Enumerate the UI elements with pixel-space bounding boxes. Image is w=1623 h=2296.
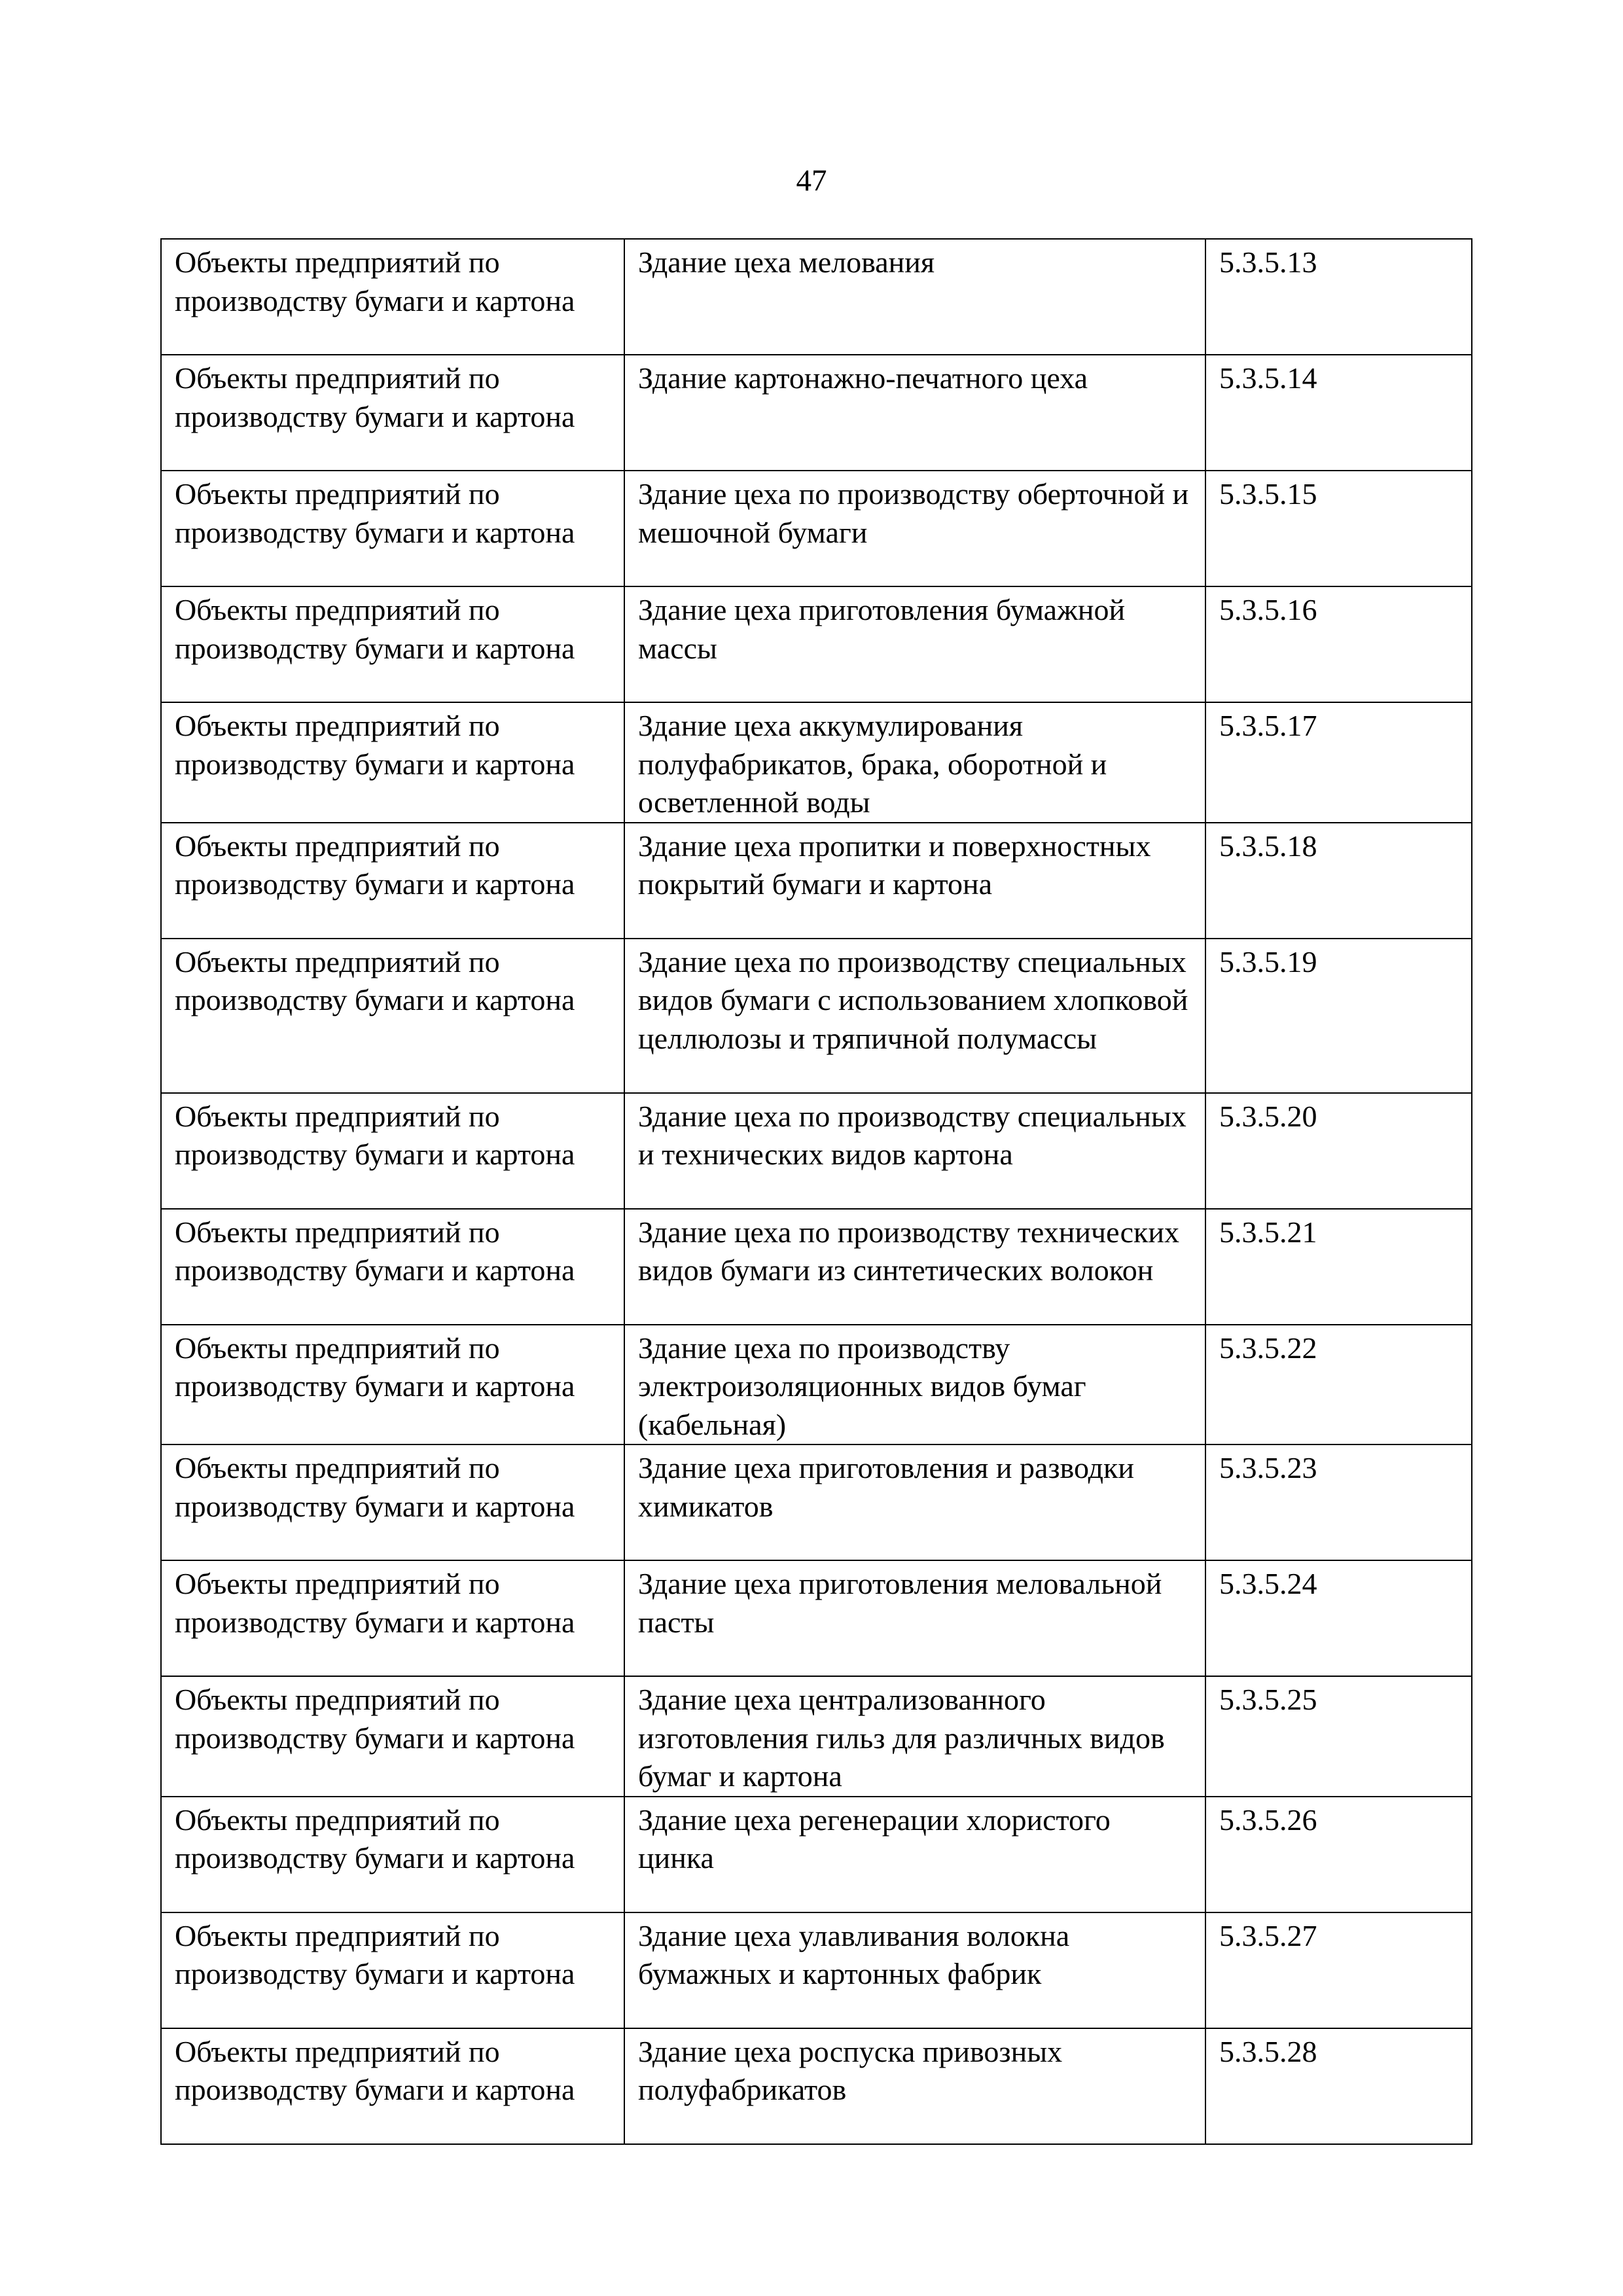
table-row [161,702,1472,823]
building-cell: Здание цеха улавливания волокна бумажных и картонных фабрик [624,1912,1205,2028]
building-cell: Здание цеха по производству технических видов бумаги из синтетических волокон [624,1209,1205,1325]
object-cell: Объекты предприятий по производству бумаги и картона [161,1797,624,1912]
table-row [161,939,1472,1093]
building-cell: Здание цеха по производству специальных видов бумаги с использованием хлопковой целлюлозы и тряпичной полумассы [624,939,1205,1093]
object-cell: Объекты предприятий по производству бумаги и картона [161,586,624,702]
table-row [161,1912,1472,2028]
object-cell: Объекты предприятий по производству бумаги и картона [161,939,624,1093]
table-row [161,1209,1472,1325]
object-cell: Объекты предприятий по производству бумаги и картона [161,1912,624,2028]
object-cell: Объекты предприятий по производству бумаги и картона [161,823,624,939]
code-cell: 5.3.5.23 [1205,1444,1472,1560]
code-cell: 5.3.5.16 [1205,586,1472,702]
object-cell: Объекты предприятий по производству бумаги и картона [161,1093,624,1209]
table-row [161,471,1472,586]
object-cell: Объекты предприятий по производству бумаги и картона [161,702,624,823]
building-cell: Здание цеха по производству электроизоляционных видов бумаг (кабельная) [624,1325,1205,1445]
table-row [161,2028,1472,2144]
code-cell: 5.3.5.18 [1205,823,1472,939]
code-cell: 5.3.5.13 [1205,239,1472,355]
object-cell: Объекты предприятий по производству бумаги и картона [161,1325,624,1445]
building-cell: Здание цеха приготовления бумажной массы [624,586,1205,702]
page-number: 47 [796,164,827,198]
building-cell: Здание цеха пропитки и поверхностных покрытий бумаги и картона [624,823,1205,939]
building-cell: Здание цеха по производству оберточной и мешочной бумаги [624,471,1205,586]
table-row [161,1093,1472,1209]
objects-table [160,238,1472,2145]
building-cell: Здание цеха по производству специальных и технических видов картона [624,1093,1205,1209]
table-row [161,239,1472,355]
code-cell: 5.3.5.26 [1205,1797,1472,1912]
object-cell: Объекты предприятий по производству бумаги и картона [161,1676,624,1797]
code-cell: 5.3.5.25 [1205,1676,1472,1797]
code-cell: 5.3.5.27 [1205,1912,1472,2028]
code-cell: 5.3.5.14 [1205,355,1472,471]
code-cell: 5.3.5.24 [1205,1560,1472,1676]
table-row [161,1560,1472,1676]
building-cell: Здание цеха приготовления меловальной пасты [624,1560,1205,1676]
object-cell: Объекты предприятий по производству бумаги и картона [161,2028,624,2144]
code-cell: 5.3.5.19 [1205,939,1472,1093]
building-cell: Здание цеха централизованного изготовления гильз для различных видов бумаг и картона [624,1676,1205,1797]
building-cell: Здание цеха регенерации хлористого цинка [624,1797,1205,1912]
table-row [161,586,1472,702]
object-cell: Объекты предприятий по производству бумаги и картона [161,1209,624,1325]
building-cell: Здание цеха аккумулирования полуфабрикатов, брака, оборотной и осветленной воды [624,702,1205,823]
table-row [161,1797,1472,1912]
code-cell: 5.3.5.17 [1205,702,1472,823]
code-cell: 5.3.5.20 [1205,1093,1472,1209]
code-cell: 5.3.5.15 [1205,471,1472,586]
code-cell: 5.3.5.22 [1205,1325,1472,1445]
building-cell: Здание цеха роспуска привозных полуфабрикатов [624,2028,1205,2144]
table-row [161,1325,1472,1445]
table-row [161,823,1472,939]
building-cell: Здание картонажно-печатного цеха [624,355,1205,471]
object-cell: Объекты предприятий по производству бумаги и картона [161,1444,624,1560]
code-cell: 5.3.5.21 [1205,1209,1472,1325]
object-cell: Объекты предприятий по производству бумаги и картона [161,239,624,355]
object-cell: Объекты предприятий по производству бумаги и картона [161,1560,624,1676]
object-cell: Объекты предприятий по производству бумаги и картона [161,355,624,471]
building-cell: Здание цеха приготовления и разводки химикатов [624,1444,1205,1560]
table-row [161,355,1472,471]
object-cell: Объекты предприятий по производству бумаги и картона [161,471,624,586]
building-cell: Здание цеха мелования [624,239,1205,355]
code-cell: 5.3.5.28 [1205,2028,1472,2144]
table-row [161,1444,1472,1560]
table-row [161,1676,1472,1797]
